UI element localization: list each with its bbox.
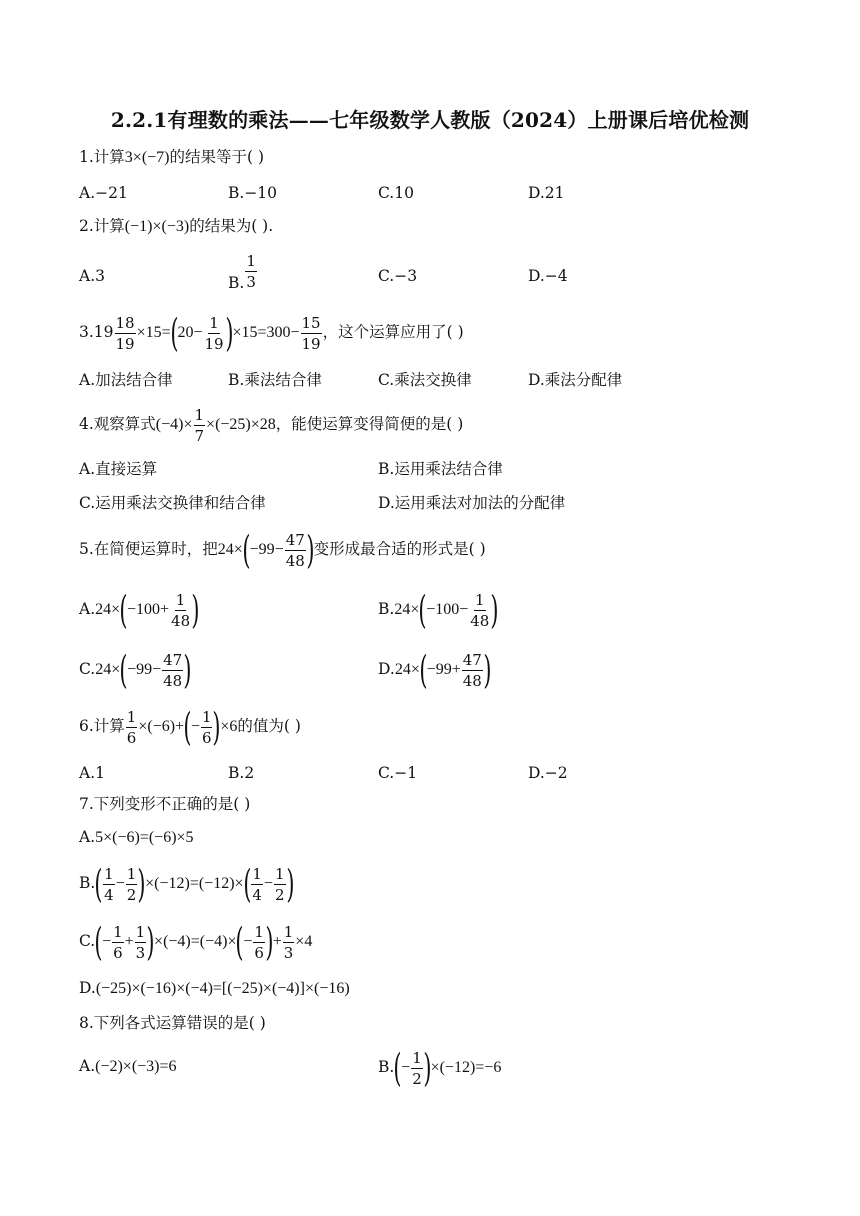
question-2-option-b: B. $\frac{1}{3}$ <box>228 252 256 292</box>
question-5-option-d: D.24×(−99+ $\frac{47}{48}$ ) <box>378 648 492 692</box>
question-2-option-c: C.−3 <box>378 267 418 285</box>
question-3-option-b: B.乘法结合律 <box>228 371 322 389</box>
question-3-option-a: A.加法结合律 <box>79 371 173 389</box>
question-6-option-b: B.2 <box>228 764 255 782</box>
question-8-option-b: B.(− $\frac{1}{2}$ )×(−12)=−6 <box>378 1046 502 1090</box>
question-8-option-a: A.(−2)×(−3)=6 <box>79 1057 177 1075</box>
question-4-option-a: A.直接运算 <box>79 460 158 478</box>
question-7-stem: 7.下列变形不正确的是( ) <box>79 795 251 813</box>
question-5-option-b: B.24×(−100− $\frac{1}{48}$ ) <box>378 588 499 632</box>
question-5-option-c: C.24×(−99− $\frac{47}{48}$ ) <box>79 648 192 692</box>
question-2-stem: 2.计算(−1)×(−3)的结果为( ). <box>79 217 274 235</box>
question-6-stem: 6.计算 $\frac{1}{6}$ ×(−6)+(− $\frac{1}{6}$ )×6的值为( ) <box>79 705 301 749</box>
page-title: 2.2.1有理数的乘法——七年级数学人教版（2024）上册课后培优检测 <box>110 108 750 132</box>
question-4-option-b: B.运用乘法结合律 <box>378 460 503 478</box>
question-3-stem: 3.19 $\frac{18}{19}$ ×15=(20− $\frac{1}{19}$ )×15=300− $\frac{15}{19}$ ，这个运算应用了( ) <box>79 311 464 355</box>
question-7-option-c: C.(− $\frac{1}{6}$ + $\frac{1}{3}$ )×(−4)=(−4)×(− $\frac{1}{6}$ )+ $\frac{1}{3}$ ×4 <box>79 920 313 964</box>
question-8-stem: 8.下列各式运算错误的是( ) <box>79 1014 266 1032</box>
question-3-option-c: C.乘法交换律 <box>378 371 472 389</box>
question-4-option-c: C.运用乘法交换律和结合律 <box>79 494 266 512</box>
question-5-option-a: A.24×(−100+ $\frac{1}{48}$ ) <box>79 588 200 632</box>
question-4-stem: 4.观察算式(−4)× $\frac{1}{7}$ ×(−25)×28，能使运算变得简便的是( ) <box>79 405 464 445</box>
fraction: $\frac{1}{3}$ <box>246 252 256 291</box>
question-1-option-c: C.10 <box>378 184 414 202</box>
question-4-option-d: D.运用乘法对加法的分配律 <box>378 494 566 512</box>
question-6-option-a: A.1 <box>79 764 105 782</box>
question-7-option-a: A.5×(−6)=(−6)×5 <box>79 828 194 846</box>
question-5-stem: 5.在简便运算时，把24×(−99− $\frac{47}{48}$ )变形成最合适的形式是( ) <box>79 528 486 572</box>
question-1-stem: 1.计算3×(−7)的结果等于( ) <box>79 148 265 166</box>
question-7-option-b: B.( $\frac{1}{4}$ − $\frac{1}{2}$ )×(−12)=(−12)×( $\frac{1}{4}$ − $\frac{1}{2}$ ) <box>79 862 294 906</box>
question-1-option-a: A.−21 <box>79 184 128 202</box>
question-1-option-b: B.−10 <box>228 184 278 202</box>
question-3-option-d: D.乘法分配律 <box>528 371 623 389</box>
question-6-option-d: D.−2 <box>528 764 568 782</box>
question-6-option-c: C.−1 <box>378 764 418 782</box>
question-7-option-d: D.(−25)×(−16)×(−4)=[(−25)×(−4)]×(−16) <box>79 979 350 997</box>
question-2-option-a: A.3 <box>79 267 105 285</box>
question-1-option-d: D.21 <box>528 184 565 202</box>
question-2-option-d: D.−4 <box>528 267 568 285</box>
